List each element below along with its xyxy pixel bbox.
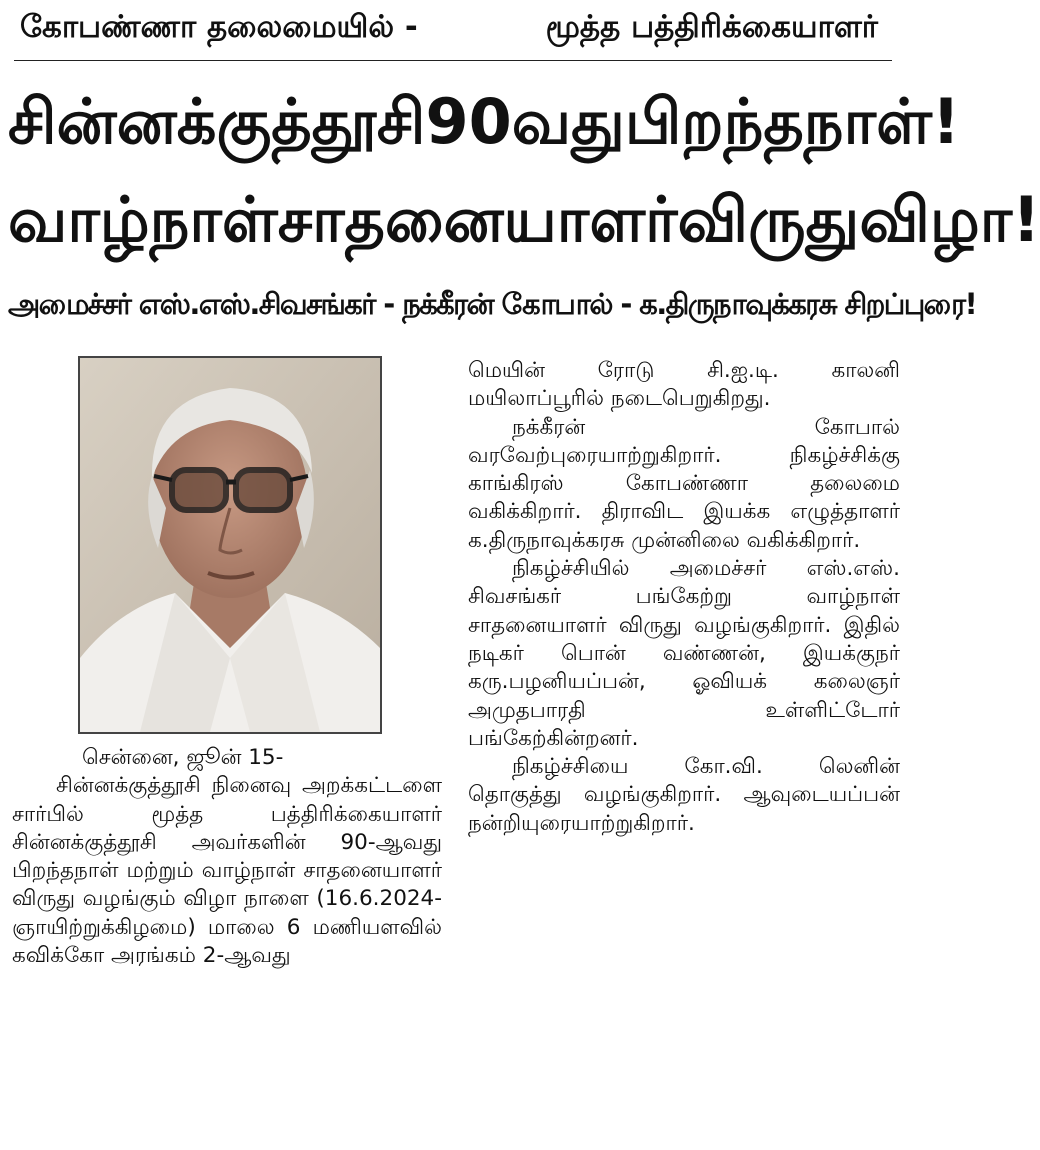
article-left-column <box>12 744 442 970</box>
headline-word: 90வது <box>425 85 625 158</box>
headline-word: விருது <box>677 183 860 256</box>
headline-line-1 <box>8 82 961 162</box>
headline-word: சின்னக்குத்தூசி <box>8 85 426 158</box>
kicker-divider <box>14 60 892 61</box>
headline-line-2 <box>8 180 1040 260</box>
article-paragraph: நிகழ்ச்சியை கோ.வி. லெனின் தொகுத்து வழங்குகிறார். ஆவுடையப்பன் நன்றியுரையாற்றுகிறார். <box>468 754 900 836</box>
portrait-image <box>80 358 380 732</box>
article-paragraph: நிகழ்ச்சியில் அமைச்சர் எஸ்.எஸ். சிவசங்கர் பங்கேற்று வாழ்நாள் சாதனையாளர் விருது வழங்குகிறார். இதில் நடிகர் பொன் வண்ணன், இயக்குநர் கரு.பழனியப்பன், ஓவியக் கலைஞர் அமுதபாரதி உள்ளிட்டோர் பங்கேற்கின்றனர். <box>468 556 900 751</box>
kicker-right: மூத்த பத்திரிக்கையாளர் <box>545 9 878 45</box>
article-paragraph: சின்னக்குத்தூசி நினைவு அறக்கட்டளை சார்பில் மூத்த பத்திரிக்கையாளர் சின்னக்குத்தூசி அவர்களின் 90-ஆவது பிறந்தநாள் மற்றும் வாழ்நாள் சாதனையாளர் விருது வழங்கும் விழா நாளை (16.6.2024-ஞாயிற்றுக்கிழமை) மாலை 6 மணியளவில் கவிக்கோ அரங்கம் 2-ஆவது <box>12 773 442 969</box>
headline-word: பிறந்தநாள்! <box>624 85 961 158</box>
headline-word: விழா! <box>859 183 1040 256</box>
article-paragraph: மெயின் ரோடு சி.ஐ.டி. காலனி மயிலாப்பூரில் நடைபெறுகிறது. <box>468 358 900 412</box>
portrait-photo <box>78 356 382 734</box>
subheadline: அமைச்சர் எஸ்.எஸ்.சிவசங்கர் - நக்கீரன் கோபால் - க.திருநாவுக்கரசு சிறப்புரை! <box>8 287 977 321</box>
article-paragraph: நக்கீரன் கோபால் வரவேற்புரையாற்றுகிறார். நிகழ்ச்சிக்கு காங்கிரஸ் கோபண்ணா தலைமை வகிக்கிறார். திராவிட இயக்க எழுத்தாளர் க.திருநாவுக்கரசு முன்னிலை வகிக்கிறார். <box>468 414 900 553</box>
article-right-column <box>468 357 900 838</box>
dateline: சென்னை, ஜூன் 15- <box>82 745 284 770</box>
headline-word: சாதனையாளர் <box>277 183 678 256</box>
kicker-left: கோபண்ணா தலைமையில் - <box>20 9 418 45</box>
kicker-line <box>0 4 906 54</box>
headline-word: வாழ்நாள் <box>8 183 278 256</box>
